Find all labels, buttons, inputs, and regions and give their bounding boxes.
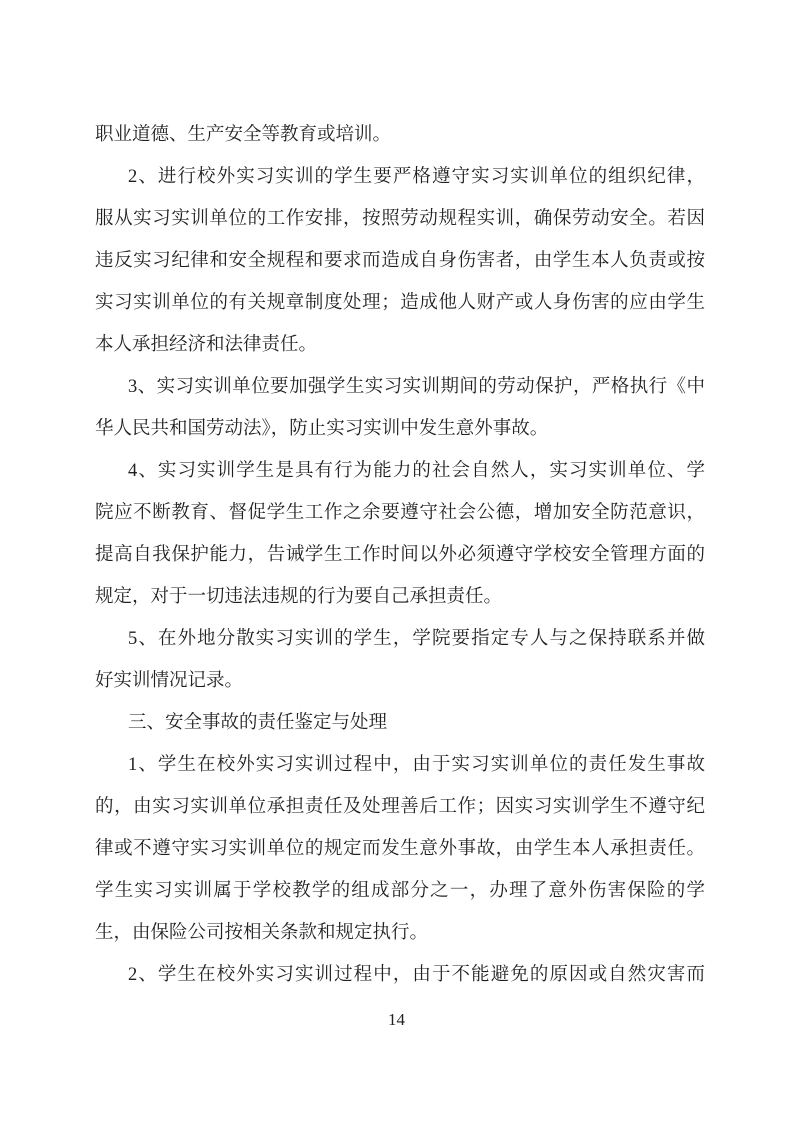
text-line: 学生实习实训属于学校教学的组成部分之一，办理了意外伤害保险的学	[95, 881, 705, 901]
text-line: 2、学生在校外实习实训过程中，由于不能避免的原因或自然灾害而	[128, 965, 705, 985]
text-line: 好实训情况记录。	[95, 671, 244, 691]
text-line: 院应不断教育、督促学生工作之余要遵守社会公德，增加安全防范意识，	[95, 503, 705, 523]
text-line: 职业道德、生产安全等教育或培训。	[95, 125, 392, 145]
text-line: 律或不遵守实习实训单位的规定而发生意外事故，由学生本人承担责任。	[95, 839, 705, 859]
text-line: 的，由实习实训单位承担责任及处理善后工作；因实习实训学生不遵守纪	[95, 797, 705, 817]
text-line: 提高自我保护能力，告诫学生工作时间以外必须遵守学校安全管理方面的	[95, 545, 705, 565]
text-line: 生，由保险公司按相关条款和规定执行。	[95, 923, 429, 943]
text-line: 3、实习实训单位要加强学生实习实训期间的劳动保护，严格执行《中	[128, 377, 705, 397]
text-line: 华人民共和国劳动法》，防止实习实训中发生意外事故。	[95, 419, 549, 439]
text-line: 5、在外地分散实习实训的学生，学院要指定专人与之保持联系并做	[128, 629, 705, 649]
text-line: 1、学生在校外实习实训过程中，由于实习实训单位的责任发生事故	[128, 755, 705, 775]
text-line: 实习实训单位的有关规章制度处理；造成他人财产或人身伤害的应由学生	[95, 293, 705, 313]
text-line: 服从实习实训单位的工作安排，按照劳动规程实训，确保劳动安全。若因	[95, 209, 705, 229]
text-line: 三、安全事故的责任鉴定与处理	[128, 713, 388, 733]
text-line: 本人承担经济和法律责任。	[95, 335, 318, 355]
text-line: 违反实习纪律和安全规程和要求而造成自身伤害者，由学生本人负责或按	[95, 251, 705, 271]
text-line: 2、进行校外实习实训的学生要严格遵守实习实训单位的组织纪律，	[128, 167, 705, 187]
text-line: 规定，对于一切违法违规的行为要自己承担责任。	[95, 587, 503, 607]
page-number: 14	[388, 1010, 405, 1029]
document-body	[95, 114, 705, 996]
text-line: 4、实习实训学生是具有行为能力的社会自然人，实习实训单位、学	[128, 461, 705, 481]
